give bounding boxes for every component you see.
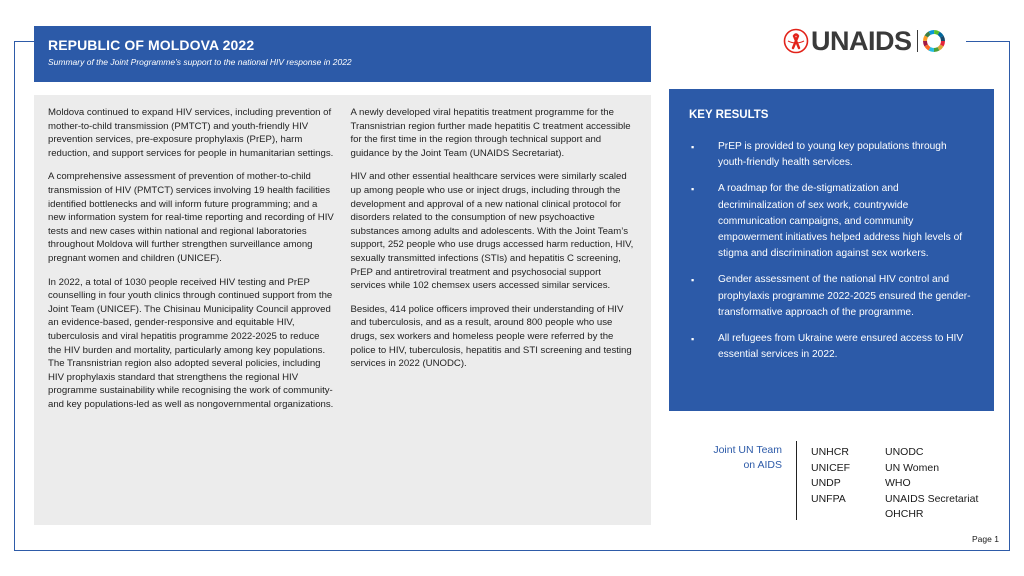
logo-separator <box>917 30 918 52</box>
joint-team-section <box>700 441 1000 521</box>
key-results-list <box>689 139 974 363</box>
page-subtitle: Summary of the Joint Programme’s support to the national HIV response in 2022 <box>48 57 352 67</box>
team-members-col-1 <box>811 445 850 507</box>
frame-line-left <box>14 41 15 551</box>
team-member: UNDP <box>811 477 841 490</box>
team-member: UNFPA <box>811 492 846 505</box>
list-item: ▪ Gender assessment of the national HIV control and prophylaxis programme 2022-2025 ensured the gender-transformative approach of the programme. <box>691 274 971 318</box>
square-bullet-icon: ▪ <box>691 275 695 286</box>
team-member: OHCHR <box>885 508 924 521</box>
frame-line-right <box>1009 41 1010 551</box>
team-member: UN Women <box>885 461 940 474</box>
paragraph: Moldova continued to expand HIV services, including prevention of mother-to-child transmission (PMTCT) and youth-friendly HIV prevention services, pre-exposure prophylaxis (PrEP), harm reduction, and support services for people in humanitarian settings. <box>48 107 334 159</box>
square-bullet-icon: ▪ <box>691 334 695 345</box>
list-item: ▪ All refugees from Ukraine were ensured access to HIV essential services in 2022. <box>691 333 964 361</box>
key-results-box <box>669 89 994 411</box>
paragraph: Besides, 414 police officers improved their understanding of HIV and tuberculosis, and as a result, around 800 people who use drugs, sex workers and homeless people were referred by the police to HIV, tuberculosis, hepatitis and STI screening and testing services in 2022 (UNODC). <box>350 303 632 370</box>
team-member: UNHCR <box>811 446 849 458</box>
team-member: UNODC <box>885 446 924 458</box>
paragraph: A comprehensive assessment of prevention of mother-to-child transmission of HIV (PMTCT) services involving 19 health facilities identified bottlenecks and will inform future programming; and a new information system for real-time reporting and recording of HIV tests and new cases within national and regional laboratories throughout Moldova will further strengthen surveillance among pregnant women and children (UNICEF). <box>48 171 334 264</box>
page-title: REPUBLIC OF MOLDOVA 2022 <box>48 37 255 53</box>
team-member: UNAIDS Secretariat <box>885 492 979 505</box>
frame-line-bottom <box>14 550 1010 551</box>
title-bar <box>34 26 651 82</box>
frame-line-top-right <box>966 41 1010 42</box>
frame-line-top-left <box>14 41 34 42</box>
page-number: Page 1 <box>972 534 999 544</box>
paragraph: In 2022, a total of 1030 people received HIV testing and PrEP counselling in four youth clinics through continued support from the Joint Team (UNICEF). The Chisinau Municipality Council approved an evidence-based, gender-responsive and equitable HIV, tuberculosis and viral hepatitis programme 2022-2025 to reduce the HIV burden and mortality, particularly among key populations. The Transnistrian region also adopted several policies, including HIV prophylaxis standard that strengthens the regional HIV programme sustainability while recognising the work of community- and key populations-led as well as nongovernmental organizations. <box>48 276 334 410</box>
team-members-col-2 <box>885 445 978 523</box>
list-item: ▪ PrEP is provided to young key populations through youth-friendly health services. <box>691 141 947 169</box>
paragraph: A newly developed viral hepatitis treatment programme for the Transnistrian region further made hepatitis C treatment accessible for the first time in the region through technical support and guidance by the Joint Team (UNAIDS Secretariat). <box>350 107 631 159</box>
right-column <box>351 106 638 525</box>
sdg-wheel-icon <box>923 30 945 52</box>
red-ribbon-icon <box>783 28 809 54</box>
brand-name: UNAIDS <box>811 26 912 56</box>
team-member: WHO <box>885 477 911 490</box>
unaids-logo <box>783 26 945 56</box>
key-results-heading: KEY RESULTS <box>689 109 769 121</box>
team-divider <box>796 441 797 520</box>
left-column <box>48 106 335 525</box>
square-bullet-icon: ▪ <box>691 184 695 195</box>
team-member: UNICEF <box>811 461 851 474</box>
joint-team-label: Joint UN Team on AIDS <box>713 444 782 471</box>
square-bullet-icon: ▪ <box>691 142 695 152</box>
paragraph: HIV and other essential healthcare services were similarly scaled up among people who use or inject drugs, including through the development and approval of a new national clinical protocol for disorders related to the consumption of new psychoactive substances among adults and adolescents. With the Joint Team’s support, 252 people who use drugs accessed harm reduction, HIV, sexually transmitted infections (STIs) and hepatitis C screening, PrEP and antiretroviral treatment and psychosocial support services while 102 chemsex users accessed similar services. <box>350 171 634 292</box>
body-panel <box>34 95 651 525</box>
list-item: ▪ A roadmap for the de-stigmatization and decriminalization of sex work, countrywide communication campaigns, and community empowerment initiatives helped address high levels of stigma and discrimination against sex workers. <box>691 183 963 260</box>
